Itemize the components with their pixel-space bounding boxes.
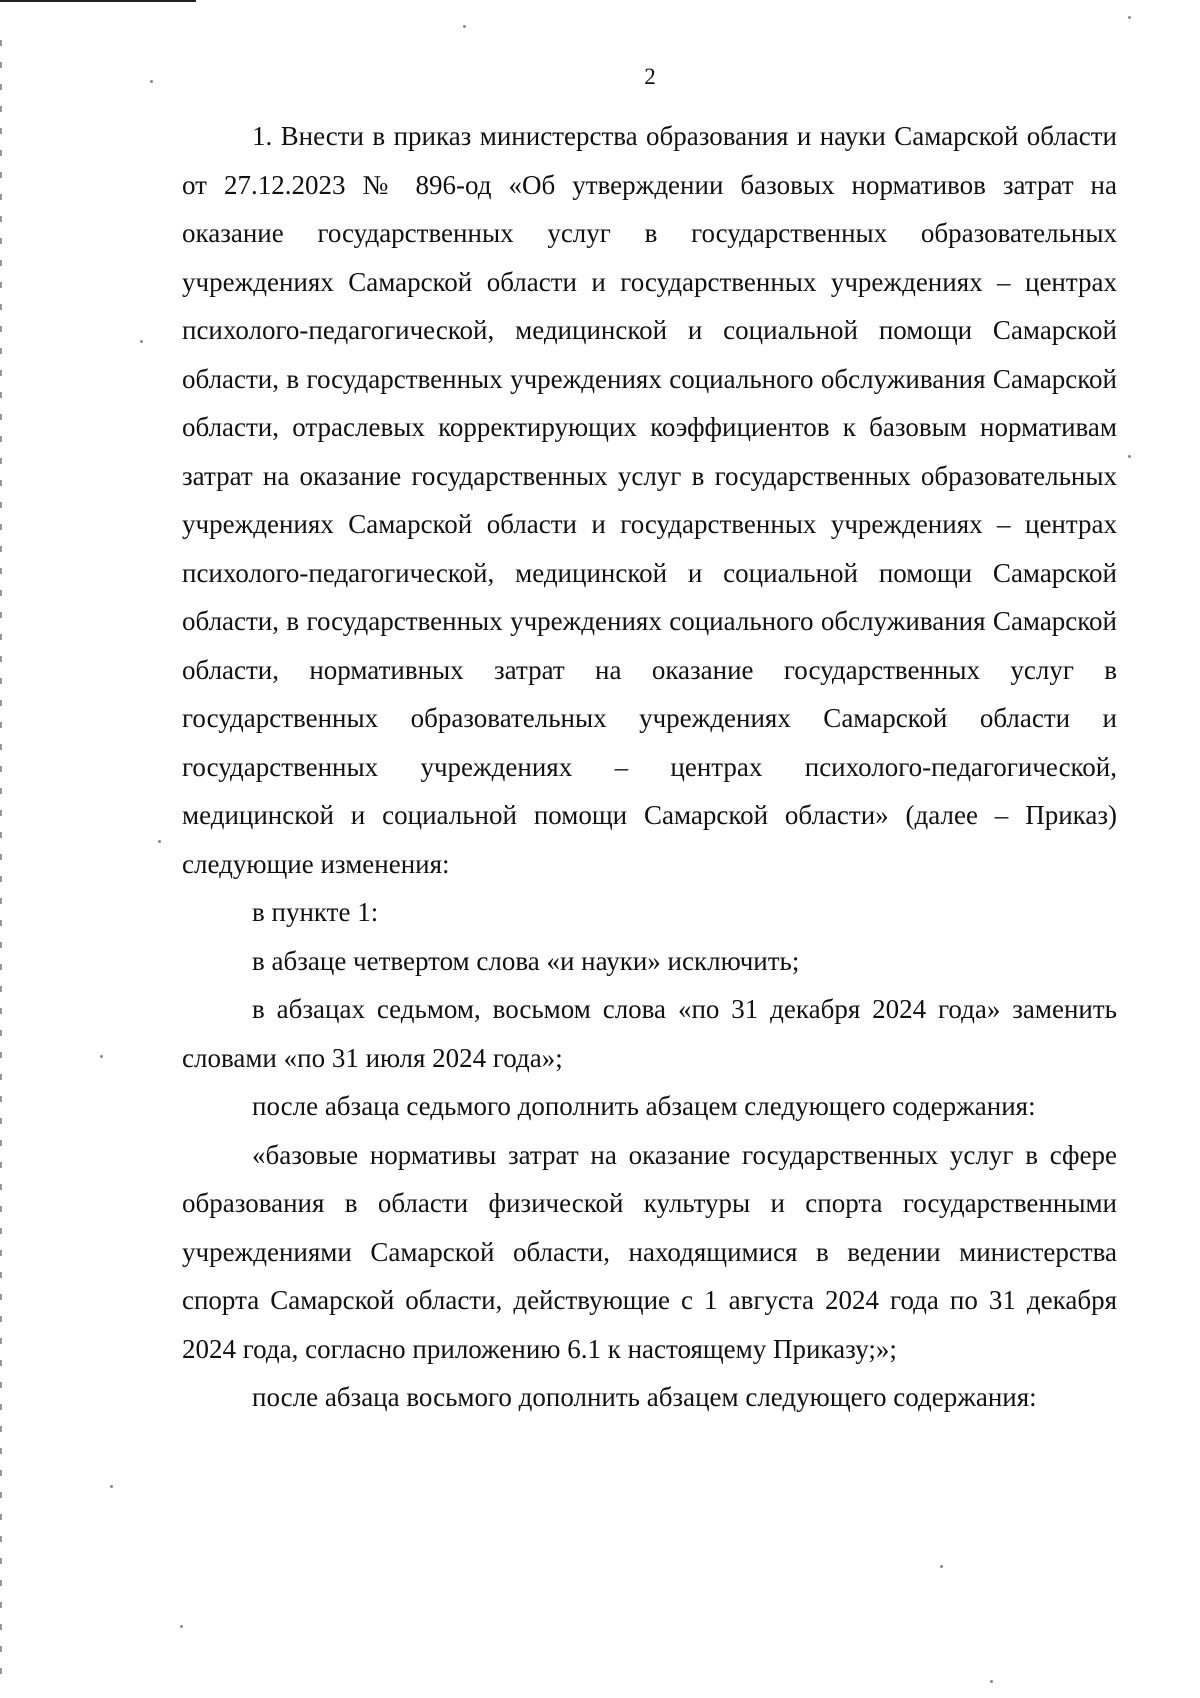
scan-speck [180, 1625, 183, 1628]
paragraph-fourth-abzac: в абзаце четвертом слова «и науки» исключить; [252, 945, 800, 976]
paragraph-after-seventh: после абзаца седьмого дополнить абзацем следующего содержания: [252, 1091, 1036, 1121]
scan-speck [940, 1565, 943, 1568]
scan-speck [990, 1680, 993, 1683]
scan-speck [158, 840, 161, 843]
scan-speck [110, 1485, 113, 1488]
scan-left-edge [0, 40, 2, 1680]
document-body [182, 112, 1117, 1422]
scan-speck [150, 80, 153, 83]
scan-speck [463, 25, 466, 28]
page-number: 2 [644, 64, 656, 89]
paragraph-amendment-intro: 1. Внести в приказ министерства образования и науки Самарской области от 27.12.2023 № 896-од «Об утверждении базовых нормативов затрат на оказание государственных услуг в государственных образовательных учреждениях Самарской области и государственных учреждениях – центрах психолого-педагогической, медицинской и социальной помощи Самарской области, в государственных учреждениях социального обслуживания Самарской области, отраслевых корректирующих коэффициентов к базовым нормативам затрат на оказание государственных услуг в государственных образовательных учреждениях Самарской области и государственных учреждениях – центрах психолого-педагогической, медицинской и социальной помощи Самарской области, в государственных учреждениях социального обслуживания Самарской области, нормативных затрат на оказание государственных услуг в государственных образовательных учреждениях Самарской области и государственных учреждениях – центрах психолого-педагогической, медицинской и социальной помощи Самарской области» (далее – Приказ) следующие изменения: [182, 121, 1117, 879]
paragraph-seventh-eighth-abzac: в абзацах седьмом, восьмом слова «по 31 декабря 2024 года» заменить словами «по 31 июля 2024 года»; [182, 994, 1117, 1073]
scan-speck [1128, 455, 1131, 458]
scan-edge-line [0, 0, 196, 2]
scan-speck [1128, 16, 1131, 19]
scan-speck [100, 1055, 103, 1058]
paragraph-quoted-norms: «базовые нормативы затрат на оказание государственных услуг в сфере образования в области физической культуры и спорта государственными учреждениями Самарской области, находящимися в ведении министерства спорта Самарской области, действующие с 1 августа 2024 года по 31 декабря 2024 года, согласно приложению 6.1 к настоящему Приказу;»; [182, 1139, 1117, 1364]
paragraph-after-eighth: после абзаца восьмого дополнить абзацем следующего содержания: [252, 1382, 1037, 1412]
paragraph-point-1: в пункте 1: [252, 897, 379, 927]
scan-speck [140, 340, 143, 343]
